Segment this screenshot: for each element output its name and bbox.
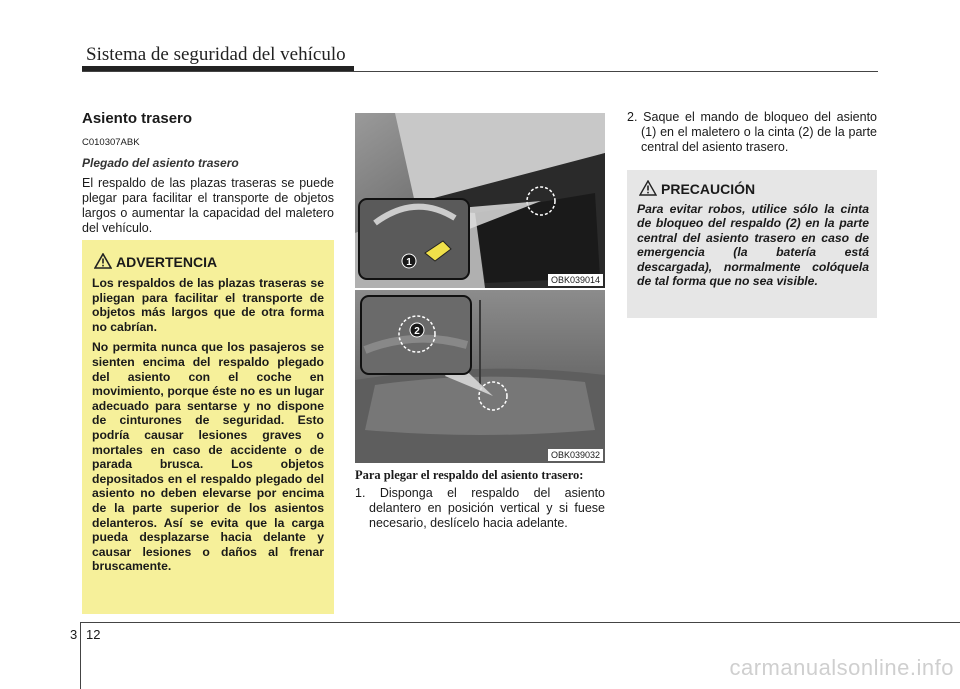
subtitle: Plegado del asiento trasero (82, 156, 239, 170)
warning-icon (94, 253, 112, 269)
caution-title: PRECAUCIÓN (661, 181, 756, 197)
marker-2: 2 (414, 326, 420, 337)
marker-1: 1 (406, 257, 412, 268)
footer-rule (80, 622, 960, 623)
step-1: 1. Disponga el respaldo del asiento delantero en posición vertical y si fuese necesario, deslícelo hacia adelante. (355, 486, 605, 530)
warning-paragraph-2: No permita nunca que los pasajeros se sienten encima del respaldo plegado del asiento con el coche en movimiento, porque éste no es un lugar adecuado para sentarse y no dispone de cinturones de seguridad. Esto podría causar lesiones graves o mortales en caso de accidente o de parada brusca. Los objetos depositados en el respaldo plegado del asiento no deben elevarse por encima de la parte superior de los asientos delanteros. Así se evita que la carga pueda desplazarse hacia delante y causar lesiones o daños al frenar bruscamente. (92, 340, 324, 574)
trunk-drawing (355, 113, 605, 288)
warning-box (82, 240, 334, 614)
warning-title: ADVERTENCIA (116, 254, 218, 270)
watermark: carmanualsonline.info (729, 655, 954, 680)
rear-seat-illustration (355, 290, 605, 463)
caution-icon (639, 180, 657, 196)
caution-box (627, 170, 877, 318)
warning-paragraph-1: Los respaldos de las plazas traseras se pliegan para facilitar el transporte de objetos más largos que de otra forma no cabrían. (92, 276, 324, 334)
warning-body (92, 276, 324, 580)
img1-caption: OBK039014 (548, 274, 603, 286)
step-2: 2. Saque el mando de bloqueo del asiento (1) en el maletero o la cinta (2) de la parte central del asiento trasero. (627, 110, 877, 154)
section-title: Asiento trasero (82, 110, 193, 127)
trunk-illustration (355, 113, 605, 288)
page-number: 12 (86, 627, 101, 642)
img2-caption: OBK039032 (548, 449, 603, 461)
section-code: C010307ABK (82, 137, 140, 148)
section-number: 3 (70, 627, 78, 642)
middle-column-text (355, 468, 605, 531)
intro-paragraph: El respaldo de las plazas traseras se puede plegar para facilitar el transporte de objetos largos o aumentar la capacidad del maletero del vehículo. (82, 176, 334, 235)
right-column (627, 110, 877, 155)
fold-heading: Para plegar el respaldo del asiento trasero: (355, 468, 584, 482)
footer-divider (80, 622, 81, 689)
left-column (82, 110, 334, 236)
header-rule (82, 71, 878, 72)
header-title: Sistema de seguridad del vehículo (86, 44, 346, 65)
seat-drawing (355, 290, 605, 463)
caution-body: Para evitar robos, utilice sólo la cinta de bloqueo del respaldo (2) en la parte central del asiento trasero en caso de emergencia (la batería está descargada), normalmente colóquela de tal forma que no sea visible. (637, 202, 869, 289)
